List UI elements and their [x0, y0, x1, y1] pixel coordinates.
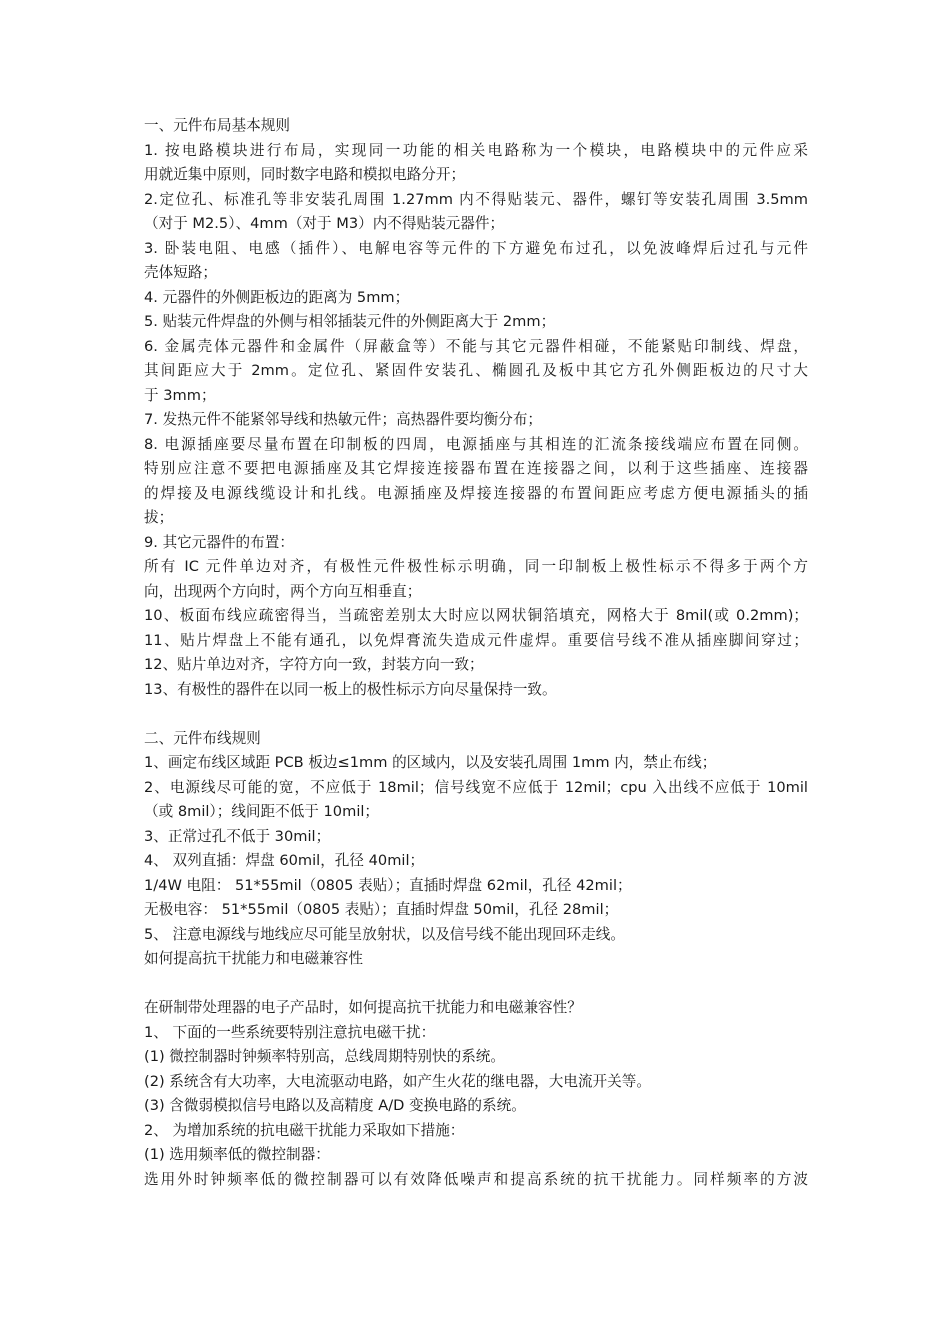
text-line: (1) 选用频率低的微控制器：: [144, 1146, 330, 1163]
text-line: 9. 其它元器件的布置：: [144, 533, 294, 551]
text-line: 于 3mm；: [144, 386, 216, 404]
text-line: 4. 元器件的外侧距板边的距离为 5mm；: [144, 288, 410, 306]
text-line: 6. 金属壳体元器件和金属件（屏蔽盒等）不能与其它元器件相碰，不能紧贴印制线、焊盘，: [144, 337, 808, 355]
text-line: 2、 为增加系统的抗电磁干扰能力采取如下措施：: [144, 1121, 465, 1139]
text-line: (3) 含微弱模拟信号电路以及高精度 A/D 变换电路的系统。: [144, 1097, 526, 1114]
text-line: 2、电源线尽可能的宽，不应低于 18mil；信号线宽不应低于 12mil；cpu 入出线不应低于 10mil: [144, 778, 808, 796]
text-line: 1、画定布线区域距 PCB 板边≤1mm 的区域内，以及安装孔周围 1mm 内，禁止布线；: [144, 754, 717, 771]
text-line: 用就近集中原则，同时数字电路和模拟电路分开；: [144, 166, 466, 183]
text-line: 的焊接及电源线缆设计和扎线。电源插座及焊接连接器的布置间距应考虑方便电源插头的插: [144, 484, 808, 502]
text-line: 1. 按电路模块进行布局，实现同一功能的相关电路称为一个模块，电路模块中的元件应采: [144, 141, 808, 159]
text-line: 10、板面布线应疏密得当，当疏密差别太大时应以网状铜箔填充，网格大于 8mil(或 0.2mm)；: [144, 607, 808, 624]
text-line: （或 8mil）；线间距不低于 10mil；: [144, 803, 380, 820]
text-line: 13、有极性的器件在以同一板上的极性标示方向尽量保持一致。: [144, 680, 557, 698]
text-line: 壳体短路；: [144, 264, 217, 281]
text-line: 二、元件布线规则: [144, 729, 261, 747]
text-line: 1/4W 电阻： 51*55mil（0805 表贴）；直插时焊盘 62mil，孔径 42mil；: [144, 876, 632, 894]
text-line: 3、正常过孔不低于 30mil；: [144, 827, 331, 845]
text-line: 所有 IC 元件单边对齐，有极性元件极性标示明确，同一印制板上极性标示不得多于两个方: [144, 558, 808, 575]
text-line: 2.定位孔、标准孔等非安装孔周围 1.27mm 内不得贴装元、器件，螺钉等安装孔周围 3.5mm: [144, 190, 808, 208]
text-line: (2) 系统含有大功率，大电流驱动电路，如产生火花的继电器，大电流开关等。: [144, 1072, 651, 1090]
text-line: 5、 注意电源线与地线应尽可能呈放射状，以及信号线不能出现回环走线。: [144, 925, 625, 943]
text-line: 一、元件布局基本规则: [144, 117, 290, 134]
text-line: 特别应注意不要把电源插座及其它焊接连接器布置在连接器之间，以利于这些插座、连接器: [144, 460, 808, 477]
text-line: 其间距应大于 2mm。定位孔、紧固件安装孔、椭圆孔及板中其它方孔外侧距板边的尺寸大: [144, 362, 808, 379]
document-body: [144, 114, 808, 1192]
text-line: 无极电容： 51*55mil（0805 表贴）；直插时焊盘 50mil，孔径 28mil；: [144, 901, 619, 918]
text-line: 5. 贴装元件焊盘的外侧与相邻插装元件的外侧距离大于 2mm；: [144, 313, 556, 330]
text-line: 4、 双列直插：焊盘 60mil，孔径 40mil；: [144, 852, 425, 869]
text-line: （对于 M2.5）、4mm（对于 M3）内不得贴装元器件；: [144, 215, 505, 232]
text-line: 如何提高抗干扰能力和电磁兼容性: [144, 950, 363, 967]
text-line: 11、贴片焊盘上不能有通孔，以免焊膏流失造成元件虚焊。重要信号线不准从插座脚间穿过；: [144, 631, 808, 649]
text-line: 选用外时钟频率低的微控制器可以有效降低噪声和提高系统的抗干扰能力。同样频率的方波: [144, 1170, 808, 1188]
text-line: 在研制带处理器的电子产品时，如何提高抗干扰能力和电磁兼容性？: [144, 999, 582, 1016]
text-line: (1) 微控制器时钟频率特别高，总线周期特别快的系统。: [144, 1048, 505, 1065]
text-line: 12、贴片单边对齐，字符方向一致，封装方向一致；: [144, 656, 484, 673]
blank-line: [144, 972, 808, 997]
text-line: 3. 卧装电阻、电感（插件）、电解电容等元件的下方避免布过孔，以免波峰焊后过孔与元件: [144, 239, 808, 257]
text-line: 7. 发热元件不能紧邻导线和热敏元件；高热器件要均衡分布；: [144, 411, 543, 428]
text-line: 拔；: [144, 509, 174, 526]
blank-line: [144, 702, 808, 727]
text-line: 1、 下面的一些系统要特别注意抗电磁干扰：: [144, 1023, 436, 1041]
text-line: 向，出现两个方向时，两个方向互相垂直；: [144, 582, 422, 600]
text-line: 8. 电源插座要尽量布置在印制板的四周，电源插座与其相连的汇流条接线端应布置在同侧。: [144, 435, 808, 453]
